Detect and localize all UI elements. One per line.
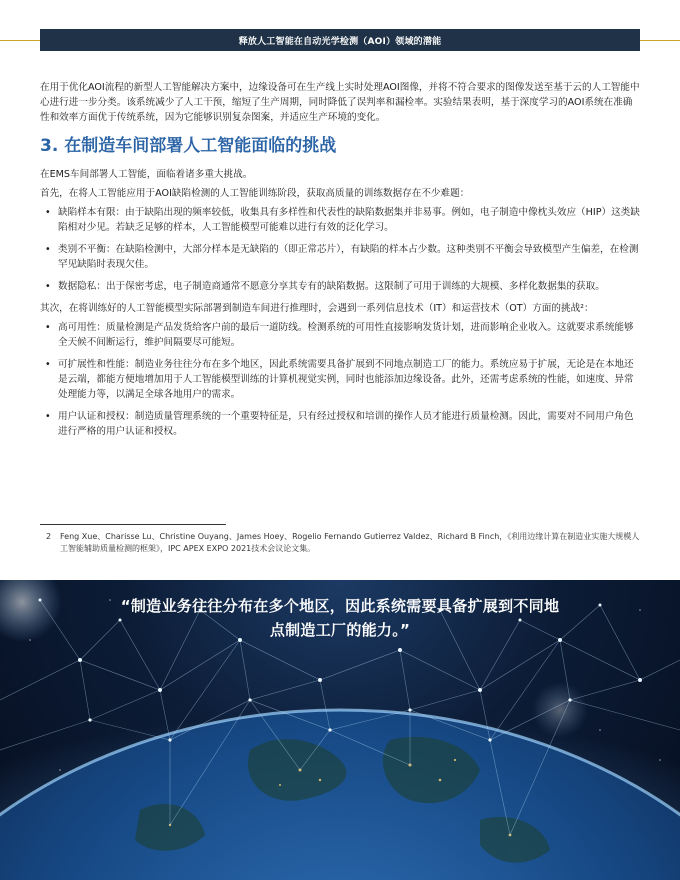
list-item-text: 高可用性：质量检测是产品发货给客户前的最后一道防线。检测系统的可用性直接影响发货计划，进而影响企业收入。这就要求系统能够全天候不间断运行，维护间隔要尽可能短。	[58, 322, 634, 348]
section-heading: 3. 在制造车间部署人工智能面临的挑战	[40, 136, 337, 156]
bullet-icon: •	[45, 359, 51, 370]
list-item-text: 缺陷样本有限：由于缺陷出现的频率较低，收集具有多样性和代表性的缺陷数据集并非易事。例如，电子制造中像枕头效应（HIP）这类缺陷相对少见。若缺乏足够的样本，人工智能模型可能难以进行有效的泛化学习。	[58, 207, 640, 233]
header-accent-line-right	[640, 40, 680, 41]
footnote	[40, 531, 640, 555]
list-item	[40, 409, 640, 439]
bullet-icon: •	[45, 411, 51, 422]
globe-banner	[0, 580, 680, 880]
second-bullet-list	[40, 320, 640, 439]
list-item	[40, 205, 640, 235]
list-item	[40, 242, 640, 272]
list-item	[40, 279, 640, 294]
list-item-text: 数据隐私：出于保密考虑，电子制造商通常不愿意分享其专有的缺陷数据。这限制了可用于训练的大规模、多样化数据集的获取。	[58, 281, 605, 292]
main-content	[40, 80, 640, 446]
list-item	[40, 357, 640, 402]
pull-quote: “制造业务往往分布在多个地区，因此系统需要具备扩展到不同地点制造工厂的能力。”	[120, 597, 560, 639]
list-item-text: 用户认证和授权：制造质量管理系统的一个重要特征是，只有经过授权和培训的操作人员才能进行质量检测。因此，需要对不同用户角色进行严格的用户认证和授权。	[58, 411, 634, 437]
bullet-icon: •	[45, 322, 51, 333]
footnote-text: Feng Xue、Charisse Lu、Christine Ouyang、James Hoey、Rogelio Fernando Gutierrez Valdez、Richard B Finch，《利用边缘计算在制造业实施大规模人工智能辅助质量检测的框架》，IPC APEX EXPO 2021技术会议论文集。	[60, 532, 640, 553]
header-accent-line-left	[0, 40, 40, 41]
section-lead: 在EMS车间部署人工智能，面临着诸多重大挑战。	[40, 169, 253, 180]
header-bar	[40, 29, 640, 51]
header-title: 释放人工智能在自动光学检测（AOI）领域的潜能	[238, 36, 442, 47]
bullet-icon: •	[45, 244, 51, 255]
bullet-icon: •	[45, 207, 51, 218]
first-bullet-list	[40, 205, 640, 294]
second-paragraph: 其次，在将训练好的人工智能模型实际部署到制造车间进行推理时，会遇到一系列信息技术（IT）和运营技术（OT）方面的挑战²：	[40, 303, 594, 314]
footnote-number: 2	[46, 532, 52, 541]
bullet-icon: •	[45, 281, 51, 292]
list-item-text: 可扩展性和性能：制造业务往往分布在多个地区，因此系统需要具备扩展到不同地点制造工厂的能力。系统应易于扩展，无论是在本地还是云端，都能方便地增加用于人工智能模型训练的计算机视觉实例，同时也能添加边缘设备。此外，还需考虑系统的性能，如速度、异常处理能力等，以满足全球各地用户的需求。	[58, 359, 634, 400]
list-item-text: 类别不平衡：在缺陷检测中，大部分样本是无缺陷的（即正常芯片），有缺陷的样本占少数。这种类别不平衡会导致模型产生偏差，在检测罕见缺陷时表现欠佳。	[58, 244, 639, 270]
intro-paragraph: 在用于优化AOI流程的新型人工智能解决方案中，边缘设备可在生产线上实时处理AOI图像，并将不符合要求的图像发送至基于云的人工智能中心进行进一步分类。该系统减少了人工干预，缩短了生产周期，同时降低了误判率和漏检率。实验结果表明，基于深度学习的AOI系统在准确性和效率方面优于传统系统，因为它能够识别复杂图案，并适应生产环境的变化。	[40, 82, 640, 123]
footnote-divider	[40, 524, 226, 525]
list-item	[40, 320, 640, 350]
first-paragraph: 首先，在将人工智能应用于AOI缺陷检测的人工智能训练阶段，获取高质量的训练数据存在不少难题：	[40, 188, 470, 199]
